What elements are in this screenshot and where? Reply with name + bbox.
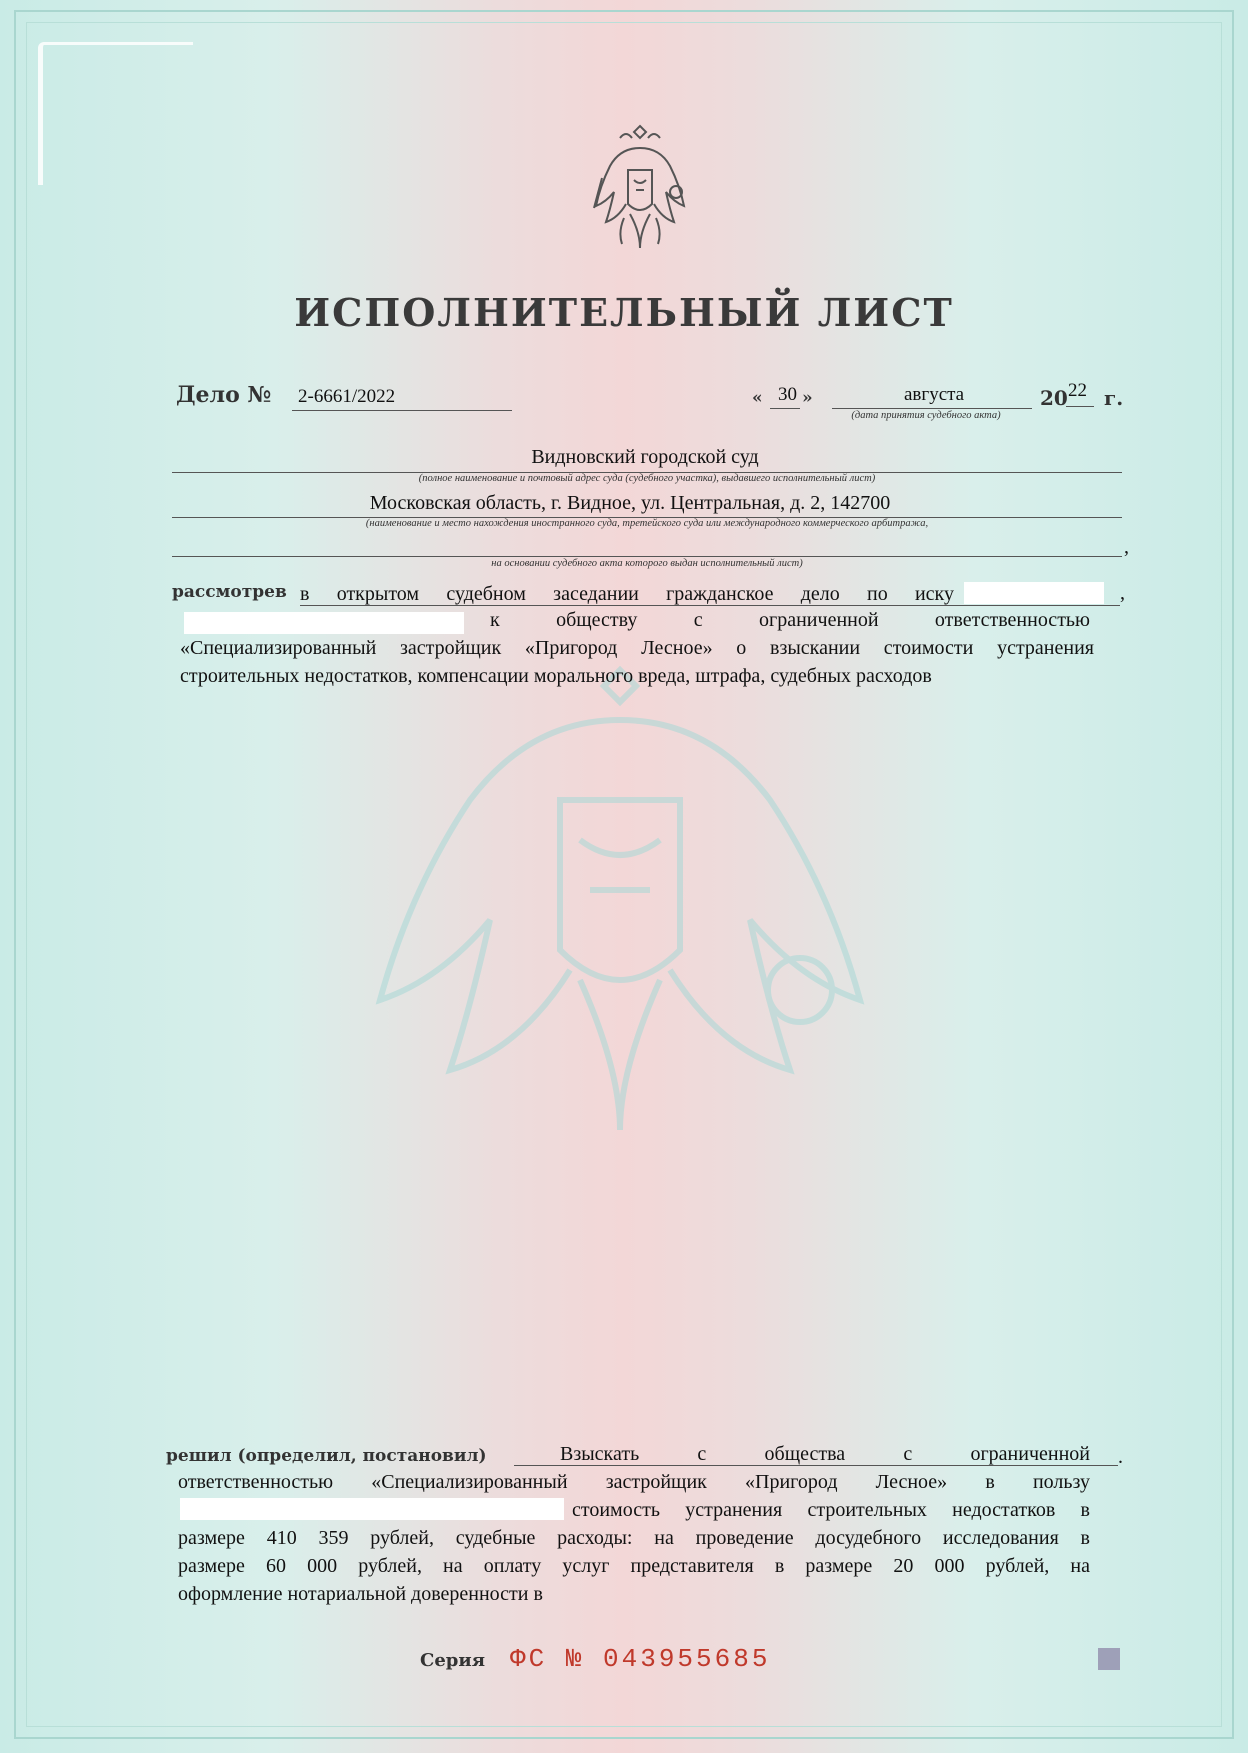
- considered-label: рассмотрев: [172, 582, 287, 602]
- decided-line-2: ответственностью «Специализированный застройщик «Пригород Лесное» в пользу: [178, 1471, 1090, 1493]
- date-quote-open: «: [752, 388, 763, 408]
- decided-label: решил (определил, постановил): [166, 1446, 487, 1466]
- date-quote-close: »: [802, 388, 813, 408]
- date-day-underline: [770, 408, 800, 409]
- considered-line-2: к обществу с ограниченной ответственностью: [490, 609, 1090, 631]
- binding-mark: [38, 42, 193, 185]
- case-number: 2-6661/2022: [298, 386, 396, 407]
- series-label: Серия: [420, 1650, 486, 1671]
- decided-body: размере 410 359 рублей, судебные расходы: на проведение досудебного исследования в размере 60 000 рублей, на оплату услуг представителя в размере 20 000 рублей, на оформление нотариальной доверенности в: [178, 1527, 1090, 1605]
- series-number: ФС № 043955685: [510, 1644, 771, 1674]
- redacted-plaintiff-name: [184, 612, 464, 634]
- foreign-court-caption: (наименование и место нахождения иностранного суда, третейского суда или международного коммерческого арбитража,: [365, 518, 929, 529]
- considered-comma: ,: [1120, 582, 1125, 604]
- date-month-underline: [832, 408, 1032, 409]
- considered-body: «Специализированный застройщик «Пригород Лесное» о взыскании стоимости устранения строительных недостатков, компенсации морального вреда, штрафа, судебных расходов: [180, 637, 1094, 687]
- coat-of-arms-icon: [584, 118, 696, 258]
- date-year-underline: [1066, 406, 1094, 407]
- decided-line-3: стоимость устранения строительных недостатков в: [572, 1499, 1090, 1521]
- security-mark: [1098, 1648, 1120, 1670]
- date-year-unit: г.: [1104, 386, 1124, 410]
- redacted-plaintiff: [964, 582, 1104, 604]
- basis-caption: на основании судебного акта которого выдан исполнительный лист): [491, 558, 803, 569]
- court-name: Видновский городской суд: [531, 446, 759, 468]
- date-month: августа: [904, 384, 965, 405]
- basis-comma: ,: [1124, 536, 1129, 558]
- court-address: Московская область, г. Видное, ул. Центральная, д. 2, 142700: [369, 492, 891, 514]
- case-label: Дело №: [176, 382, 272, 408]
- date-year-prefix: 20: [1040, 386, 1068, 410]
- watermark-emblem-icon: [350, 650, 890, 1150]
- date-caption: (дата принятия судебного акта): [851, 410, 1001, 421]
- date-year-suffix: 22: [1068, 380, 1087, 401]
- basis-underline: [172, 556, 1122, 557]
- document-title: ИСПОЛНИТЕЛЬНЫЙ ЛИСТ: [294, 290, 954, 335]
- court-caption: (полное наименование и почтовый адрес суда (судебного участка), выдавшего исполнительный лист): [418, 473, 876, 484]
- case-number-underline: [292, 410, 512, 411]
- decided-underline: [514, 1465, 1118, 1466]
- decided-period: .: [1118, 1446, 1123, 1468]
- date-day: 30: [778, 384, 797, 405]
- decided-line-1: Взыскать с общества с ограниченной: [560, 1443, 1090, 1465]
- redacted-beneficiary: [180, 1498, 564, 1520]
- considered-line-1: в открытом судебном заседании гражданское дело по иску: [300, 583, 954, 605]
